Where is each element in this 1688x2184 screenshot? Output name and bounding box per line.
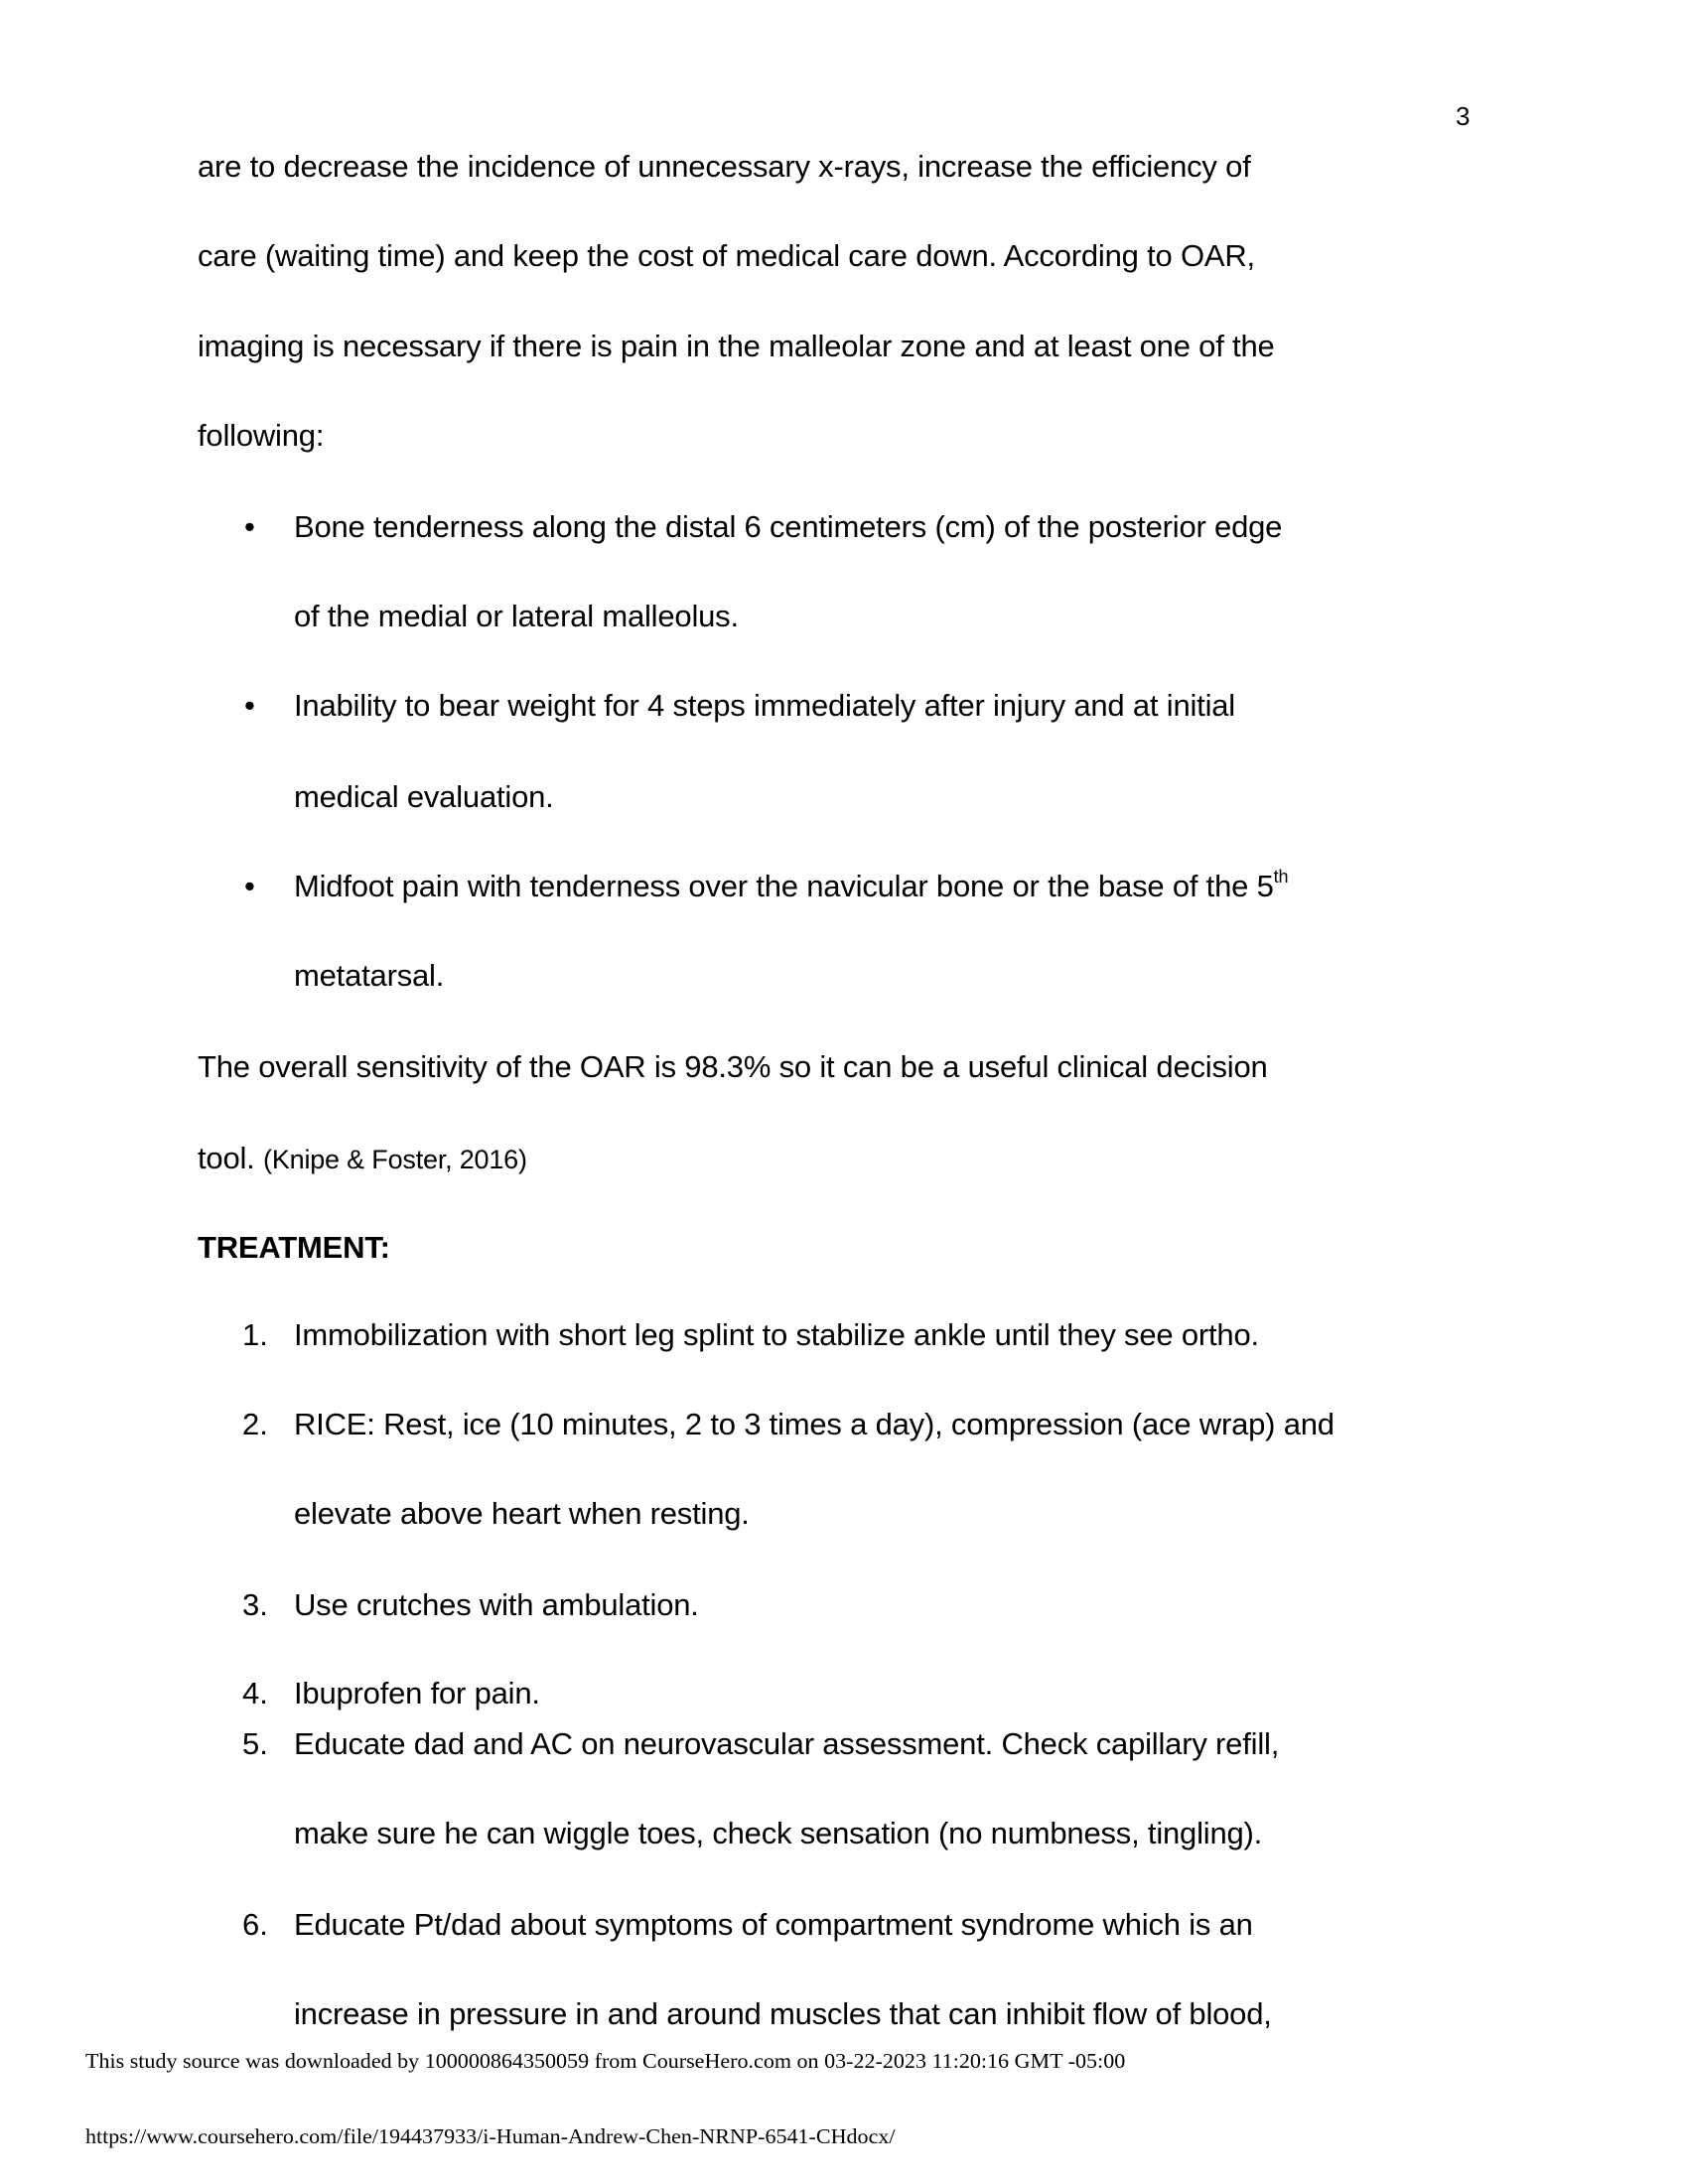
list-item-line: Educate Pt/dad about symptoms of compartment syndrome which is an — [294, 1907, 1253, 1942]
list-item-line: RICE: Rest, ice (10 minutes, 2 to 3 times a day), compression (ace wrap) and — [294, 1407, 1335, 1441]
list-item-line: Use crutches with ambulation. — [294, 1587, 699, 1622]
paragraph-line: imaging is necessary if there is pain in the malleolar zone and at least one of the — [198, 329, 1275, 363]
list-number: 5. — [242, 1726, 268, 1761]
list-number: 6. — [242, 1907, 268, 1942]
bullet-line — [294, 867, 1288, 906]
treatment-heading: TREATMENT: — [198, 1230, 390, 1265]
bullet-marker: • — [244, 688, 255, 723]
citation: (Knipe & Foster, 2016) — [263, 1145, 527, 1174]
download-note: This study source was downloaded by 100000864350059 from CourseHero.com on 03-22-2023 11:20:16 GMT -05:00 — [85, 2049, 1126, 2073]
bullet-line: metatarsal. — [294, 958, 445, 993]
list-number: 3. — [242, 1587, 268, 1622]
bullet-marker: • — [244, 509, 255, 544]
paragraph-line: The overall sensitivity of the OAR is 98.3% so it can be a useful clinical decision — [198, 1049, 1268, 1084]
paragraph-text: tool. — [198, 1141, 255, 1175]
bullet-line: Bone tenderness along the distal 6 centimeters (cm) of the posterior edge — [294, 509, 1283, 544]
bullet-line: Inability to bear weight for 4 steps immediately after injury and at initial — [294, 688, 1235, 723]
bullet-line: medical evaluation. — [294, 779, 554, 814]
paragraph-line: following: — [198, 418, 325, 453]
paragraph-line: care (waiting time) and keep the cost of medical care down. According to OAR, — [198, 238, 1255, 273]
superscript: th — [1273, 867, 1289, 887]
paragraph-line — [198, 1139, 527, 1179]
list-item-line: make sure he can wiggle toes, check sensation (no numbness, tingling). — [294, 1816, 1263, 1850]
page-number: 3 — [1456, 101, 1471, 131]
list-number: 2. — [242, 1407, 268, 1441]
list-number: 1. — [242, 1317, 268, 1352]
bullet-text: Midfoot pain with tenderness over the navicular bone or the base of the 5 — [294, 869, 1274, 903]
list-item-line: elevate above heart when resting. — [294, 1496, 750, 1531]
paragraph-line: are to decrease the incidence of unnecessary x-rays, increase the efficiency of — [198, 149, 1251, 184]
list-item-line: Ibuprofen for pain. — [294, 1676, 540, 1710]
bullet-line: of the medial or lateral malleolus. — [294, 599, 739, 633]
list-item-line: increase in pressure in and around muscles that can inhibit flow of blood, — [294, 1996, 1272, 2031]
list-item-line: Immobilization with short leg splint to stabilize ankle until they see ortho. — [294, 1317, 1259, 1352]
source-url[interactable]: https://www.coursehero.com/file/194437933/i-Human-Andrew-Chen-NRNP-6541-CHdocx/ — [85, 2124, 896, 2148]
list-number: 4. — [242, 1676, 268, 1710]
list-item-line: Educate dad and AC on neurovascular assessment. Check capillary refill, — [294, 1726, 1280, 1761]
bullet-marker: • — [244, 869, 255, 903]
